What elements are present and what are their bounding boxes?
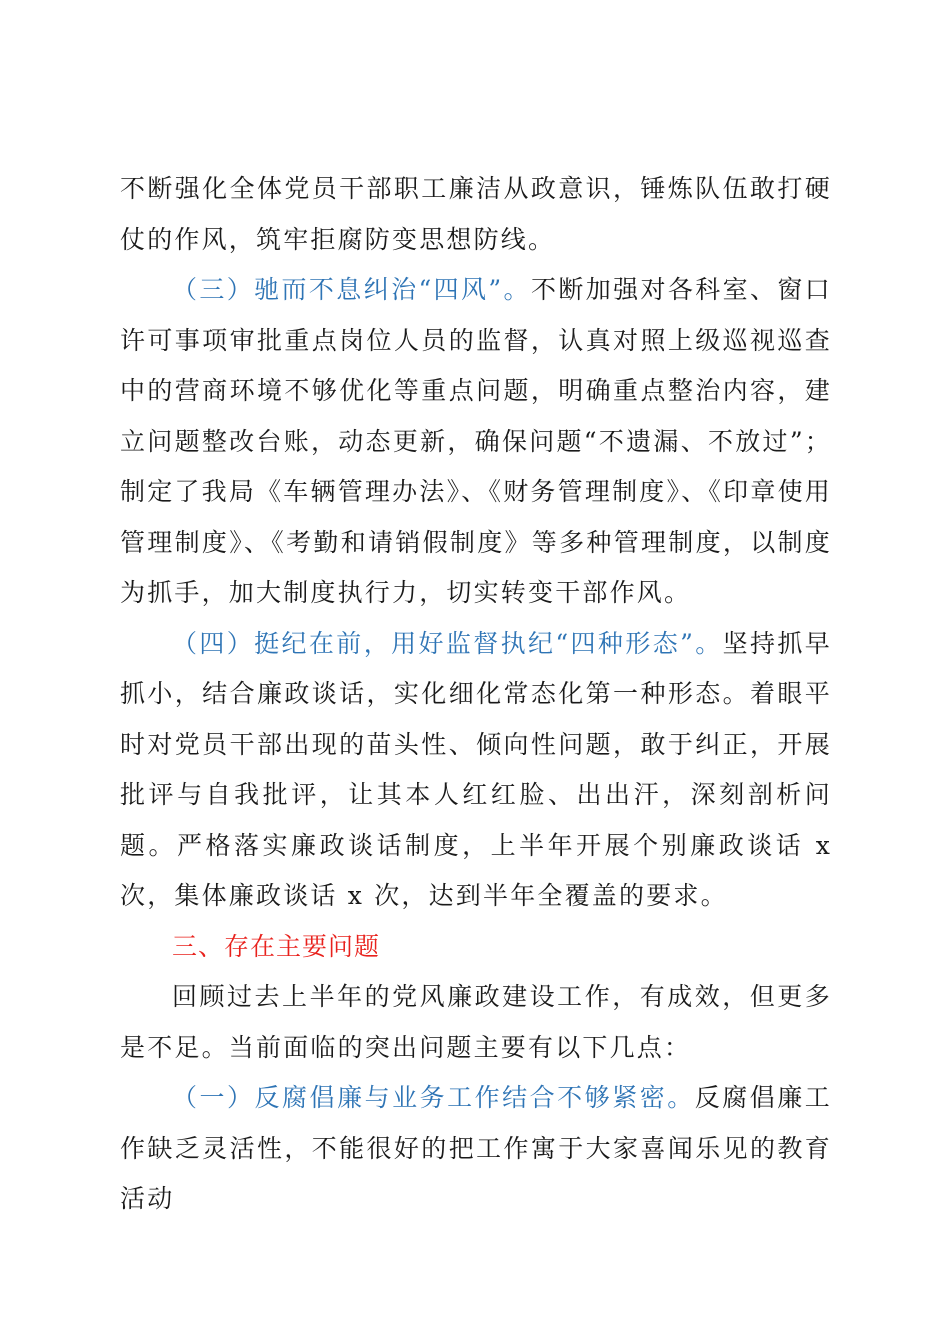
paragraph-item-3	[120, 265, 832, 619]
document-body	[120, 164, 832, 1225]
item-4-body: 坚持抓早抓小，结合廉政谈话，实化细化常态化第一种形态。着眼平时对党员干部出现的苗头性、倾向性问题，敢于纠正，开展批评与自我批评，让其本人红红脸、出出汗，深刻剖析问题。严格落实廉政谈话制度，上半年开展个别廉政谈话 x 次，集体廉政谈话 x 次，达到半年全覆盖的要求。	[120, 628, 832, 910]
item-3-heading: （三）驰而不息纠治“四风”。	[172, 275, 531, 304]
section-3-heading: 三、存在主要问题	[172, 931, 381, 961]
problem-1-heading: （一）反腐倡廉与业务工作结合不够紧密。	[172, 1083, 695, 1112]
item-3-body: 不断加强对各科室、窗口许可事项审批重点岗位人员的监督，认真对照上级巡视巡查中的营商环境不够优化等重点问题，明确重点整治内容，建立问题整改台账，动态更新，确保问题“不遗漏、不放过”；制定了我局《车辆管理办法》、《财务管理制度》、《印章使用管理制度》、《考勤和请销假制度》等多种管理制度，以制度为抓手，加大制度执行力，切实转变干部作风。	[120, 275, 832, 607]
problem-1-body: 反腐倡廉工作缺乏灵活性，不能很好的把工作寓于大家喜闻乐见的教育活动	[120, 1083, 832, 1213]
section-3-intro-text: 回顾过去上半年的党风廉政建设工作，有成效，但更多是不足。当前面临的突出问题主要有以下几点：	[120, 982, 832, 1062]
section-3-intro	[120, 972, 832, 1073]
paragraph-problem-1	[120, 1073, 832, 1225]
item-4-heading: （四）挺纪在前，用好监督执纪“四种形态”。	[172, 628, 723, 658]
paragraph-continuation	[120, 164, 832, 265]
paragraph-text: 不断强化全体党员干部职工廉洁从政意识，锤炼队伍敢打硬仗的作风，筑牢拒腐防变思想防线。	[120, 174, 832, 254]
paragraph-item-4	[120, 619, 832, 922]
